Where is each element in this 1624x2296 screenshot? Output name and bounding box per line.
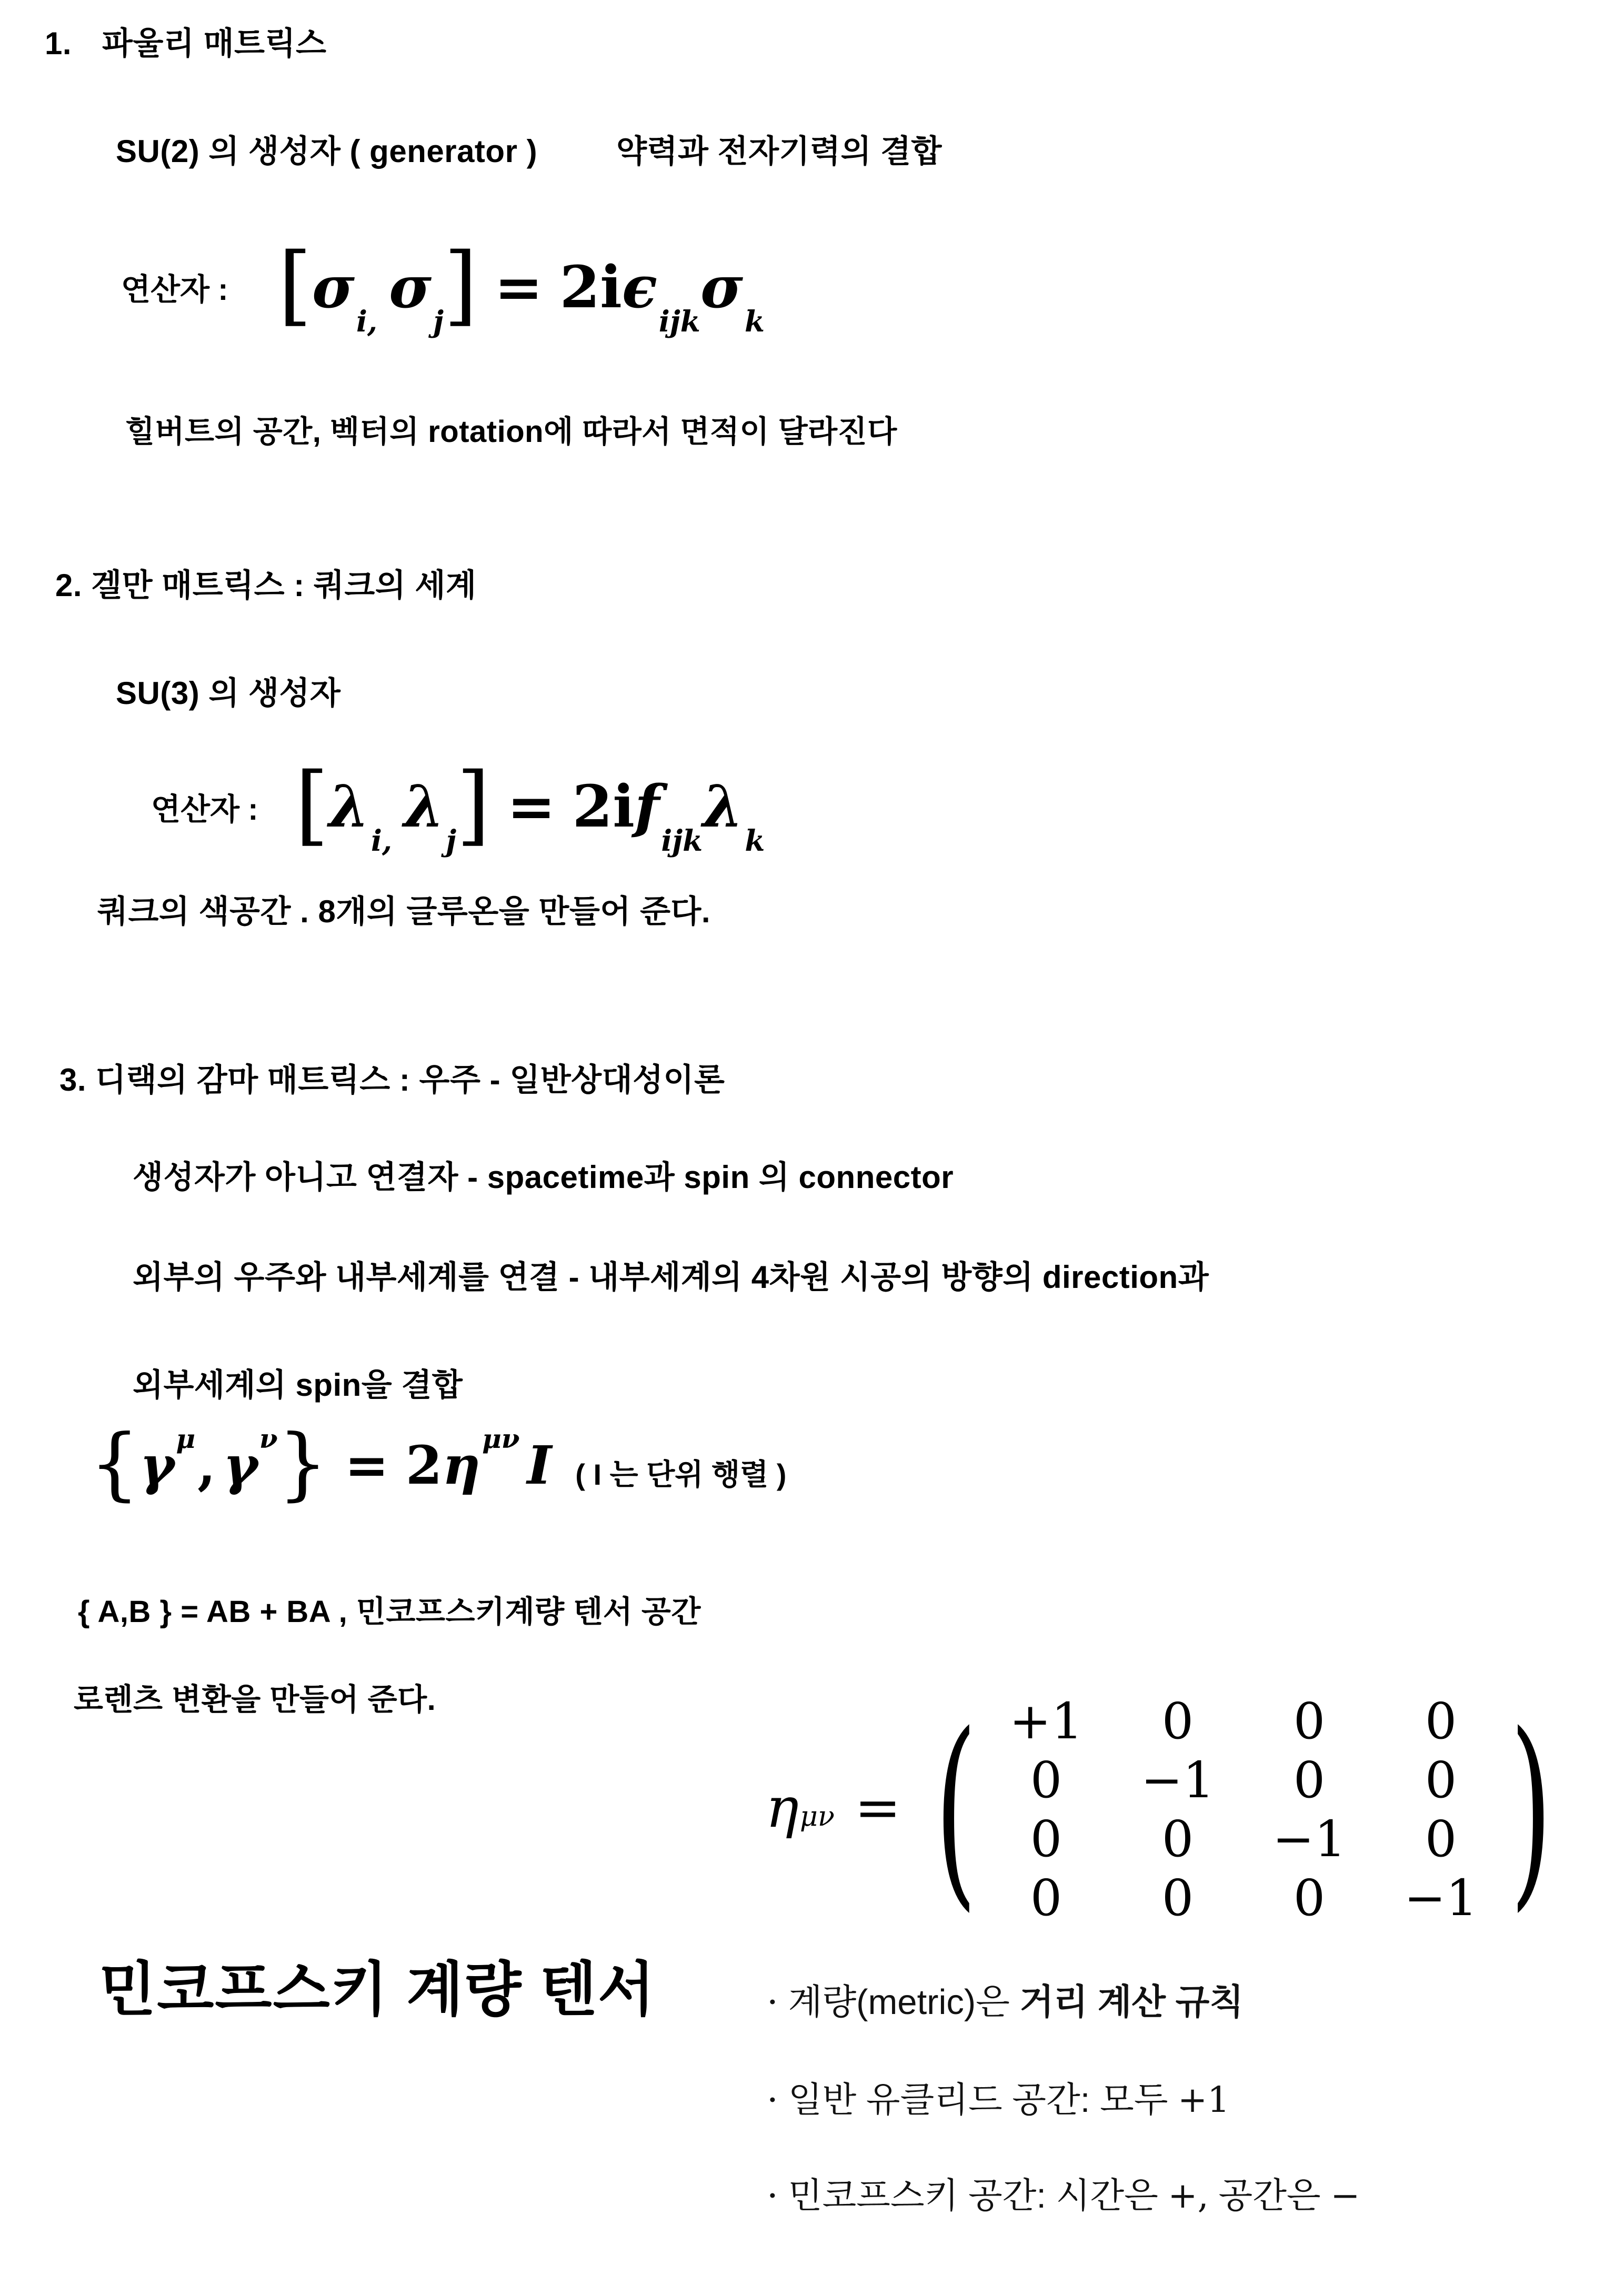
gamma-anticommutator-formula bbox=[89, 1418, 552, 1509]
subscript-i: i, bbox=[356, 304, 378, 338]
operator-label-2: 연산자 : bbox=[151, 792, 258, 827]
coefficient-2i: 2i bbox=[572, 772, 635, 840]
gamma-nu: γ bbox=[223, 1434, 258, 1496]
bullet-icon: • bbox=[769, 1992, 776, 2012]
matrix-cell: 0 bbox=[1161, 1693, 1194, 1750]
superscript-mu: μ bbox=[176, 1423, 196, 1454]
lambda-k: λ bbox=[703, 772, 744, 840]
matrix-cell: −1 bbox=[1140, 1751, 1215, 1809]
eta-subscript: μν bbox=[799, 1800, 835, 1833]
matrix-grid bbox=[980, 1692, 1507, 1928]
euclid-space-text: 일반 유클리드 공간: 모두 bbox=[788, 2080, 1178, 2120]
right-brace: } bbox=[277, 1418, 328, 1509]
metric-rule-text: 계량(metric)은 bbox=[788, 1982, 1020, 2022]
matrix-cell: 0 bbox=[1293, 1693, 1326, 1750]
minkowski-space-text: 민코프스키 공간: 시간은 bbox=[788, 2176, 1168, 2216]
gamma-mu: γ bbox=[139, 1434, 175, 1496]
coefficient-2i: 2i bbox=[559, 253, 622, 321]
ab-ba-text: { A,B } = AB + BA , bbox=[78, 1595, 348, 1629]
subscript-j: j bbox=[446, 823, 457, 858]
left-bracket: [ bbox=[295, 753, 329, 855]
su3-generator-text: SU(3) 의 생성자 bbox=[116, 676, 341, 711]
weak-em-coupling-text: 약력과 전자기력의 결합 bbox=[616, 134, 943, 169]
equals-sign: = bbox=[854, 1776, 901, 1840]
bullet-metric-rule bbox=[769, 1979, 1244, 2025]
section1-number: 1. bbox=[45, 26, 72, 61]
matrix-cell: 0 bbox=[1161, 1869, 1194, 1927]
su2-generator-text: SU(2) 의 생성자 ( generator ) bbox=[116, 134, 538, 169]
right-parenthesis: ) bbox=[1510, 1690, 1552, 1930]
matrix-cell: 0 bbox=[1425, 1751, 1457, 1809]
identity-note: ( I 는 단위 행렬 ) bbox=[575, 1458, 787, 1491]
quark-color-space-line: 쿼크의 색공간 . 8개의 글루온을 만들어 준다. bbox=[97, 894, 711, 929]
hilbert-space-line: 힐버트의 공간, 벡터의 rotation에 따라서 면적이 달라진다 bbox=[125, 415, 897, 449]
left-parenthesis: ( bbox=[935, 1690, 977, 1930]
sigma-i: σ bbox=[312, 253, 355, 321]
plus-one-value: +1 bbox=[1178, 2079, 1230, 2120]
bullet-icon: • bbox=[769, 2186, 776, 2206]
anticommutator-definition-line bbox=[78, 1593, 701, 1632]
gellmann-commutator-row bbox=[151, 750, 765, 863]
minkowski-metric-title: 민코프스키 계량 텐서 bbox=[99, 1957, 656, 2022]
coefficient-2: 2 bbox=[405, 1434, 443, 1496]
pauli-commutator-row bbox=[121, 234, 765, 339]
matrix-cell: −1 bbox=[1272, 1810, 1346, 1868]
subscript-j: j bbox=[433, 304, 444, 338]
f-symbol: f bbox=[635, 772, 660, 840]
time-plus-sign: +, bbox=[1168, 2175, 1209, 2216]
subscript-k: k bbox=[745, 823, 765, 858]
section1-heading bbox=[45, 24, 326, 63]
eta-mu-nu-label bbox=[766, 1776, 901, 1840]
section1-line1 bbox=[116, 132, 942, 171]
subscript-k: k bbox=[744, 304, 765, 338]
identity-symbol: I bbox=[527, 1434, 552, 1496]
pauli-commutator-formula bbox=[278, 234, 765, 338]
lambda-i: λ bbox=[328, 772, 370, 840]
subscript-ijk: ijk bbox=[661, 823, 703, 858]
matrix-cell: 0 bbox=[1030, 1810, 1062, 1868]
right-bracket: ] bbox=[444, 234, 478, 336]
spin-coupling-line: 외부세계의 spin을 결합 bbox=[133, 1367, 463, 1403]
superscript-nu: ν bbox=[259, 1423, 278, 1454]
space-text: 공간은 bbox=[1208, 2176, 1331, 2216]
lambda-j: λ bbox=[404, 772, 445, 840]
connector-line: 생성자가 아니고 연결자 - spacetime과 spin 의 connector bbox=[133, 1160, 954, 1195]
section3-heading: 3. 디랙의 감마 매트릭스 : 우주 - 일반상대성이론 bbox=[59, 1062, 725, 1097]
matrix-cell: 0 bbox=[1030, 1869, 1062, 1927]
matrix-cell: 0 bbox=[1161, 1810, 1194, 1868]
sigma-k: σ bbox=[700, 253, 743, 321]
matrix-cell: 0 bbox=[1293, 1869, 1326, 1927]
bullet-minkowski-space bbox=[769, 2173, 1360, 2219]
eta-symbol: η bbox=[766, 1776, 799, 1840]
bullet-euclid-space bbox=[769, 2077, 1230, 2123]
bullet-icon: • bbox=[769, 2090, 776, 2110]
right-bracket: ] bbox=[456, 753, 490, 855]
subscript-i: i, bbox=[371, 823, 393, 858]
matrix-cell: 0 bbox=[1293, 1751, 1326, 1809]
matrix-cell: +1 bbox=[1009, 1693, 1083, 1750]
equals-sign: = bbox=[507, 772, 556, 840]
section1-title: 파울리 매트릭스 bbox=[102, 26, 327, 61]
superscript-mu-nu: μν bbox=[482, 1423, 520, 1454]
left-bracket: [ bbox=[278, 234, 312, 336]
sigma-j: σ bbox=[389, 253, 432, 321]
minkowski-metric-matrix bbox=[916, 1691, 1571, 1928]
distance-rule-bold-text: 거리 계산 규칙 bbox=[1019, 1982, 1244, 2022]
space-minus-sign: − bbox=[1330, 2175, 1360, 2216]
left-brace: { bbox=[89, 1418, 140, 1509]
subscript-ijk: ijk bbox=[658, 304, 700, 338]
matrix-cell: −1 bbox=[1404, 1869, 1478, 1927]
equals-sign: = bbox=[345, 1434, 389, 1496]
equals-sign: = bbox=[494, 253, 543, 321]
matrix-cell: 0 bbox=[1425, 1810, 1457, 1868]
comma: , bbox=[197, 1434, 216, 1496]
lorentz-transform-line: 로렌츠 변환을 만들어 준다. bbox=[74, 1683, 436, 1717]
gamma-anticommutator-row bbox=[89, 1413, 786, 1518]
matrix-cell: 0 bbox=[1030, 1751, 1062, 1809]
gellmann-commutator-formula bbox=[295, 753, 765, 858]
minkowski-tensor-space-text: 민코프스키계량 텐서 공간 bbox=[347, 1595, 701, 1629]
section2-heading: 2. 겔만 매트릭스 : 쿼크의 세계 bbox=[55, 568, 477, 603]
matrix-cell: 0 bbox=[1425, 1693, 1457, 1750]
epsilon-symbol: ϵ bbox=[621, 253, 657, 321]
operator-label-1: 연산자 : bbox=[121, 273, 228, 307]
outer-universe-line: 외부의 우주와 내부세계를 연결 - 내부세계의 4차원 시공의 방향의 direction과 bbox=[133, 1260, 1209, 1295]
eta-symbol: η bbox=[442, 1434, 481, 1496]
